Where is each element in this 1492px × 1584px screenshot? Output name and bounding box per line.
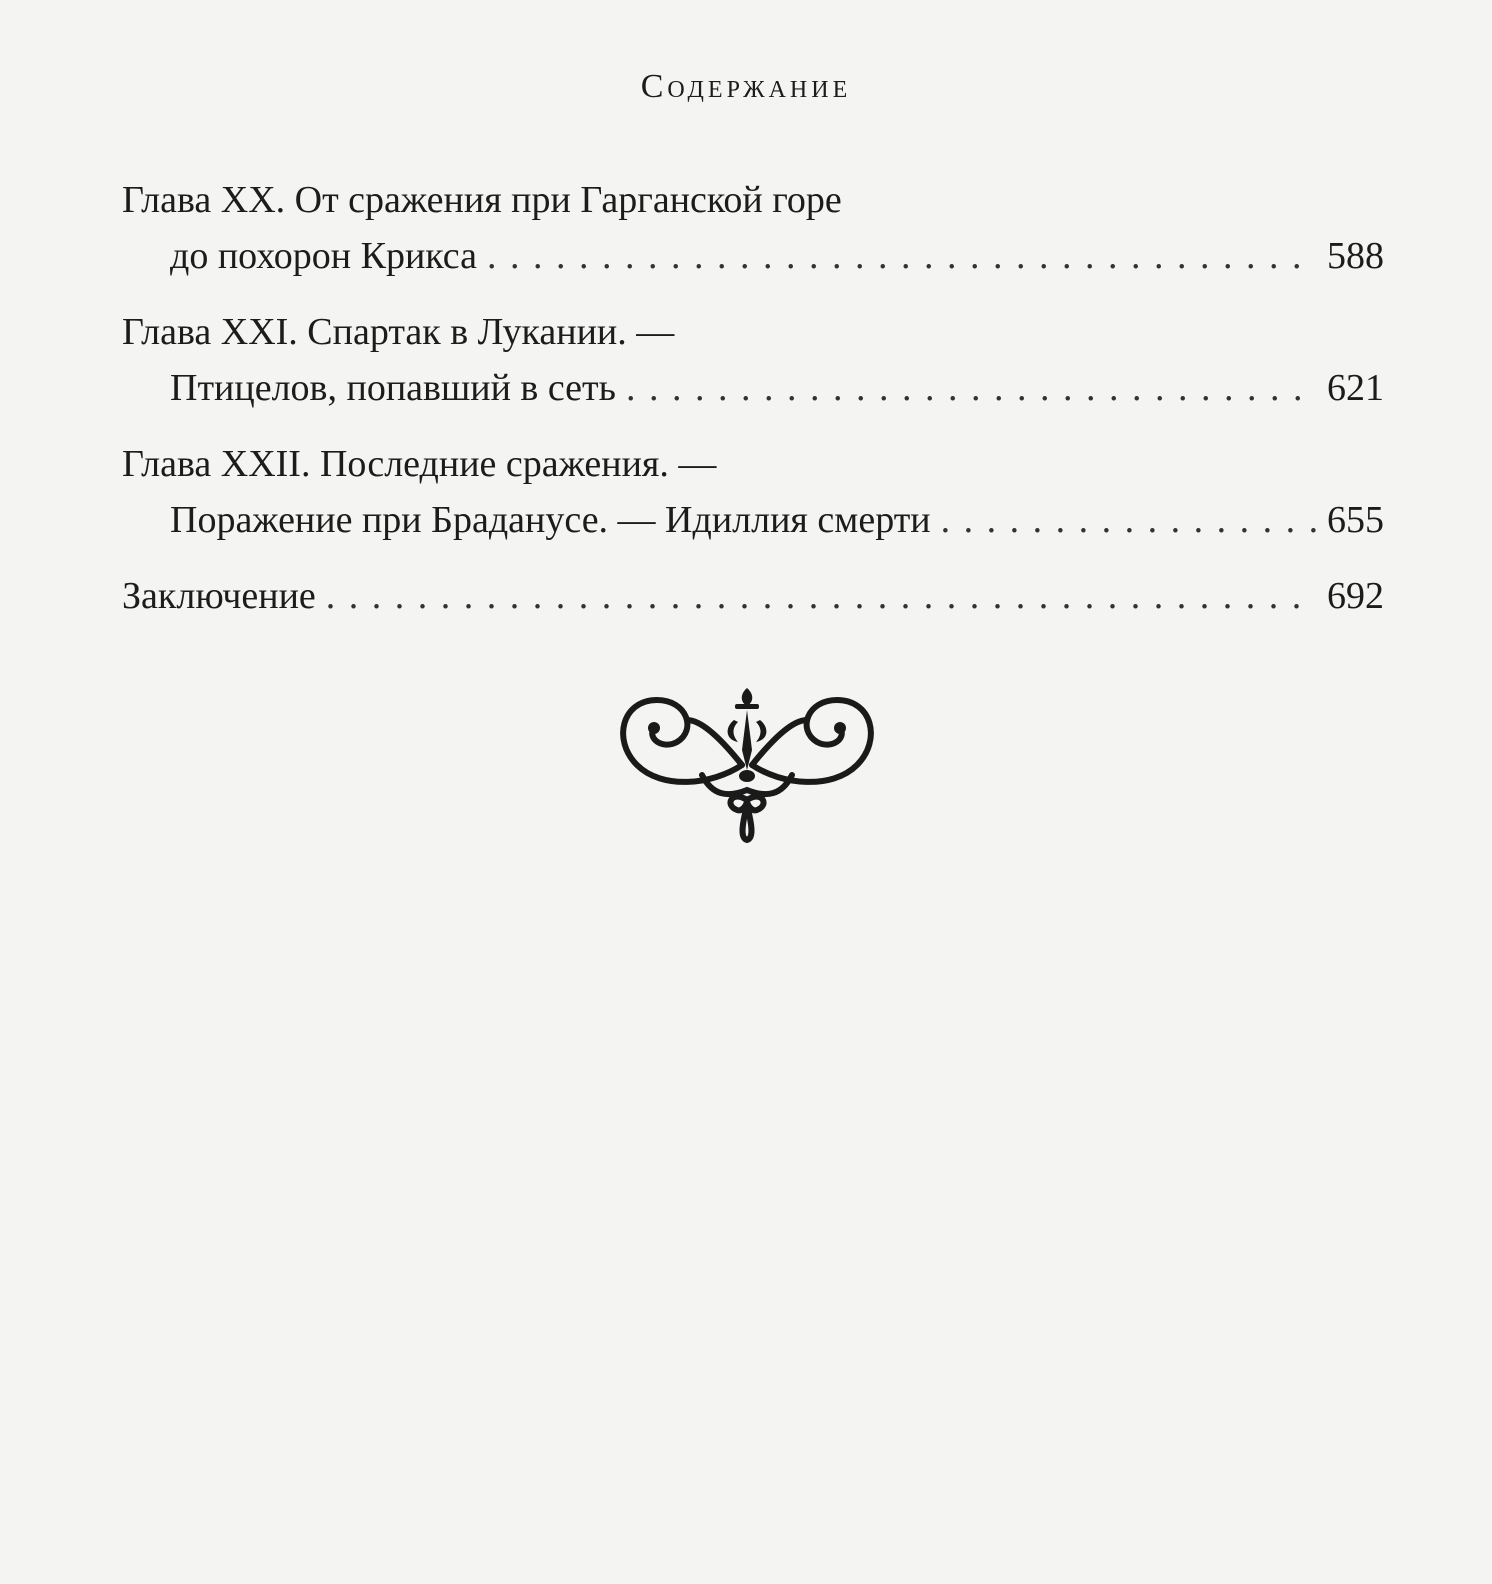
toc-entry-subtitle: до похорон Крикса xyxy=(170,235,478,277)
toc-page-number: 621 xyxy=(1327,367,1384,409)
dot-leader xyxy=(941,492,1317,548)
toc-entry-conclusion[interactable] xyxy=(122,568,1384,624)
table-of-contents xyxy=(122,172,1384,644)
toc-entry-row xyxy=(122,568,1384,624)
toc-entry-row xyxy=(122,228,1384,284)
toc-entry-row xyxy=(122,360,1384,416)
toc-page-number: 655 xyxy=(1327,499,1384,541)
toc-entry-title: Глава XXII. Последние сражения. — xyxy=(122,443,717,485)
toc-entry-title: Глава XXI. Спартак в Лукании. — xyxy=(122,311,675,353)
toc-entry-chapter-22[interactable] xyxy=(122,436,1384,548)
toc-entry-row xyxy=(122,492,1384,548)
toc-page-number: 692 xyxy=(1327,575,1384,617)
toc-entry-subtitle: Поражение при Браданусе. — Идиллия смерти xyxy=(170,499,931,541)
toc-entry-chapter-20[interactable] xyxy=(122,172,1384,284)
toc-entry-subtitle: Птицелов, попавший в сеть xyxy=(170,367,616,409)
dot-leader xyxy=(626,360,1317,416)
toc-entry-title: Глава XX. От сражения при Гарганской горе xyxy=(122,179,842,221)
toc-entry-title: Заключение xyxy=(122,575,316,617)
toc-page-number: 588 xyxy=(1327,235,1384,277)
toc-entry-chapter-21[interactable] xyxy=(122,304,1384,416)
dot-leader xyxy=(326,568,1317,624)
dot-leader xyxy=(487,228,1317,284)
fleuron-ornament-icon xyxy=(592,680,902,850)
page-title: Содержание xyxy=(640,68,852,105)
